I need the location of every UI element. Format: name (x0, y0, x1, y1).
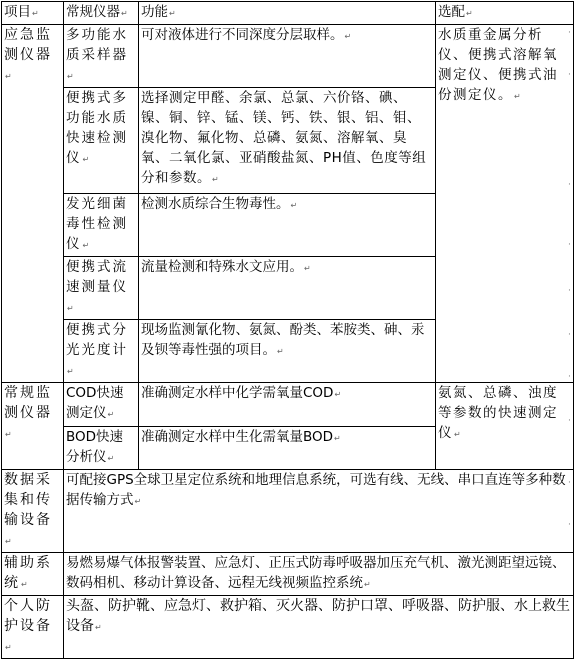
instrument-cell: BOD快速分析仪↵ (64, 427, 139, 470)
function-cell: 选择测定甲醛、余氯、总氯、六价铬、碘、镍、铜、锌、锰、镁、钙、铁、银、铝、钼、溴化物、氟化物、总磷、氨氮、溶解氧、臭氧、二氧化氯、亚硝酸盐氮、PH值、色度等组分和参数。↵ (139, 88, 436, 194)
instrument-cell: 便携式流速测量仪↵ (64, 257, 139, 320)
table-edge-marker: · (568, 286, 571, 296)
table-row (2, 553, 574, 596)
header-instrument: 常规仪器↵ (64, 2, 139, 25)
routine-category-cell: 常规监测仪器↵ (2, 383, 64, 470)
data-transfer-text-cell: 可配接GPS全球卫星定位系统和地理信息系统，可选有线、无线、串口直连等多种数据传输方式↵ (64, 470, 574, 553)
table-edge-marker: · (568, 330, 571, 340)
auxiliary-category-cell: 辅助系统↵ (2, 553, 64, 596)
table-edge-marker: · (568, 180, 571, 190)
instrument-cell: 发光细菌毒性检测仪↵ (64, 194, 139, 257)
table-row (2, 596, 574, 659)
instrument-cell: 便携式多功能水质快速检测仪↵ (64, 88, 139, 194)
data-transfer-category-cell: 数据采集和传输设备↵ (2, 470, 64, 553)
table-edge-marker: · (568, 28, 571, 38)
table-row (2, 470, 574, 553)
ppe-text-cell: 头盔、防护靴、应急灯、救护箱、灭火器、防护口罩、呼吸器、防护服、水上救生设备↵ (64, 596, 574, 659)
function-cell: 检测水质综合生物毒性。↵ (139, 194, 436, 257)
table-row (2, 25, 574, 88)
function-cell: 准确测定水样中生化需氧量BOD↵ (139, 427, 436, 470)
routine-optional-cell: 氨氮、总磷、浊度等参数的快速测定仪↵ (436, 383, 574, 470)
equipment-table (1, 1, 574, 659)
table-edge-marker: · (568, 372, 571, 382)
table-edge-marker: · (568, 478, 571, 488)
table-edge-marker: · (568, 70, 571, 80)
auxiliary-text-cell: 易燃易爆气体报警装置、应急灯、正压式防毒呼吸器加压充气机、激光测距望远镜、数码相机、移动计算设备、远程无线视频监控系统↵ (64, 553, 574, 596)
table-edge-marker: · (568, 240, 571, 250)
function-cell: 准确测定水样中化学需氧量COD↵ (139, 383, 436, 427)
table-edge-marker: · (568, 416, 571, 426)
function-cell: 现场监测氰化物、氨氮、酚类、苯胺类、砷、汞及钡等毒性强的项目。↵ (139, 320, 436, 383)
instrument-cell: 多功能水质采样器↵ (64, 25, 139, 88)
table-row (2, 383, 574, 427)
instrument-cell: COD快速测定仪↵ (64, 383, 139, 427)
instrument-cell: 便携式分光光度计↵ (64, 320, 139, 383)
ppe-category-cell: 个人防护设备↵ (2, 596, 64, 659)
function-cell: 流量检测和特殊水文应用。↵ (139, 257, 436, 320)
table-edge-marker: · (568, 520, 571, 530)
emergency-optional-cell: 水质重金属分析仪、便携式溶解氧测定仪、便携式油份测定仪。↵ (436, 25, 574, 383)
header-category: 项目↵ (2, 2, 64, 25)
header-row (2, 2, 574, 25)
function-cell: 可对液体进行不同深度分层取样。↵ (139, 25, 436, 88)
header-function: 功能↵ (139, 2, 436, 25)
header-optional: 选配↵ (436, 2, 574, 25)
emergency-category-cell: 应急监测仪器↵ (2, 25, 64, 383)
